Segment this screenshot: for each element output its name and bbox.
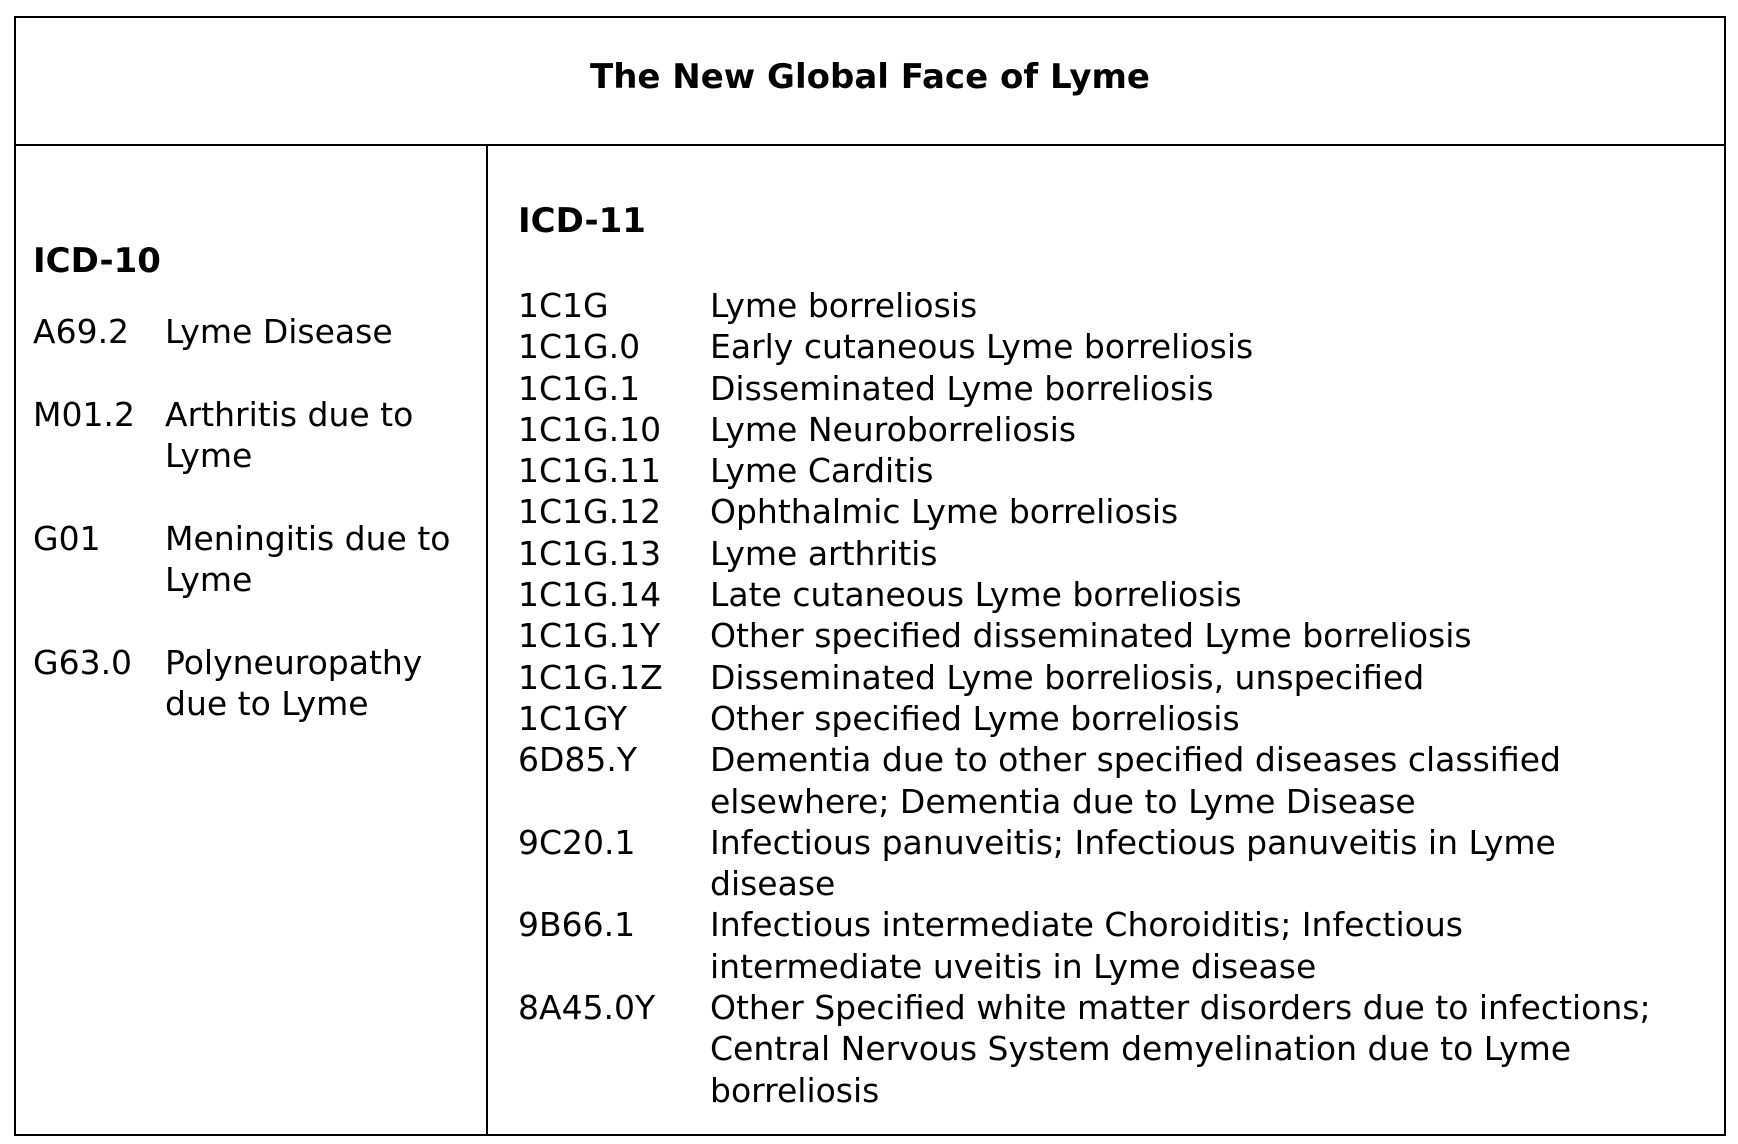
- list-item: [518, 491, 1708, 532]
- icd11-code: 1C1G: [518, 286, 609, 325]
- icd10-list: [33, 311, 473, 766]
- table-frame: [14, 16, 1726, 1136]
- icd11-description: Lyme borreliosis: [710, 286, 978, 325]
- icd10-description: Arthritis due to Lyme: [165, 395, 414, 475]
- icd11-code: 1C1G.10: [518, 409, 662, 449]
- icd11-description: Infectious panuveitis; Infectious panuveitis in Lyme disease: [710, 822, 1556, 904]
- icd11-description: Other specified Lyme borreliosis: [710, 698, 1240, 738]
- icd11-list: [518, 285, 1708, 1111]
- list-item: [33, 518, 473, 600]
- list-item: [518, 822, 1708, 905]
- list-item: [518, 450, 1708, 491]
- list-item: [518, 533, 1708, 574]
- list-item: [518, 739, 1708, 822]
- icd11-description: Dementia due to other specified diseases classified elsewhere; Dementia due to Lyme Disease: [710, 740, 1561, 821]
- list-item: [518, 657, 1708, 698]
- icd11-code: 1C1G.11: [518, 451, 662, 491]
- icd10-column: [16, 146, 486, 1134]
- list-item: [33, 311, 473, 352]
- icd11-code: 1C1G.1Y: [518, 616, 661, 656]
- icd10-description: Polyneuropathy due to Lyme: [165, 643, 423, 723]
- icd11-description: Lyme arthritis: [710, 533, 938, 573]
- list-item: [518, 615, 1708, 656]
- icd11-description: Ophthalmic Lyme borreliosis: [710, 492, 1179, 532]
- icd11-code: 9B66.1: [518, 905, 636, 945]
- icd11-code: 1C1GY: [518, 698, 628, 738]
- icd11-code: 9C20.1: [518, 822, 636, 862]
- list-item: [33, 394, 473, 476]
- list-item: [518, 698, 1708, 739]
- icd11-description: Other Specified white matter disorders due to infections; Central Nervous System demyelination due to Lyme borreliosis: [710, 988, 1651, 1110]
- icd11-code: 1C1G.12: [518, 492, 662, 532]
- icd10-description: Lyme Disease: [165, 312, 393, 351]
- icd11-code: 6D85.Y: [518, 740, 638, 780]
- list-item: [518, 904, 1708, 987]
- list-item: [518, 409, 1708, 450]
- list-item: [518, 574, 1708, 615]
- icd11-description: Other specified disseminated Lyme borreliosis: [710, 616, 1472, 656]
- icd11-description: Disseminated Lyme borreliosis: [710, 368, 1214, 408]
- icd11-code: 8A45.0Y: [518, 988, 656, 1028]
- icd11-description: Late cutaneous Lyme borreliosis: [710, 575, 1242, 615]
- title-row: [16, 18, 1724, 146]
- icd11-description: Early cutaneous Lyme borreliosis: [710, 327, 1254, 367]
- icd11-code: 1C1G.1Z: [518, 657, 663, 697]
- page-title: The New Global Face of Lyme: [590, 57, 1150, 97]
- list-item: [518, 326, 1708, 367]
- icd10-heading: ICD-10: [33, 241, 161, 281]
- list-item: [518, 987, 1708, 1111]
- icd11-code: 1C1G.1: [518, 368, 641, 408]
- icd11-code: 1C1G.14: [518, 575, 662, 615]
- icd11-code: 1C1G.13: [518, 533, 662, 573]
- icd11-heading: ICD-11: [518, 201, 646, 241]
- icd10-code: M01.2: [33, 395, 135, 434]
- icd10-code: A69.2: [33, 312, 130, 351]
- icd11-description: Lyme Carditis: [710, 451, 934, 491]
- list-item: [518, 285, 1708, 326]
- icd10-code: G01: [33, 519, 101, 558]
- icd10-code: G63.0: [33, 643, 133, 682]
- list-item: [33, 642, 473, 724]
- icd10-description: Meningitis due to Lyme: [165, 519, 451, 599]
- icd11-code: 1C1G.0: [518, 327, 641, 367]
- icd11-description: Infectious intermediate Choroiditis; Infectious intermediate uveitis in Lyme disease: [710, 905, 1463, 986]
- icd11-column: [488, 146, 1724, 1134]
- icd11-description: Disseminated Lyme borreliosis, unspecified: [710, 657, 1425, 697]
- icd11-description: Lyme Neuroborreliosis: [710, 409, 1077, 449]
- list-item: [518, 368, 1708, 409]
